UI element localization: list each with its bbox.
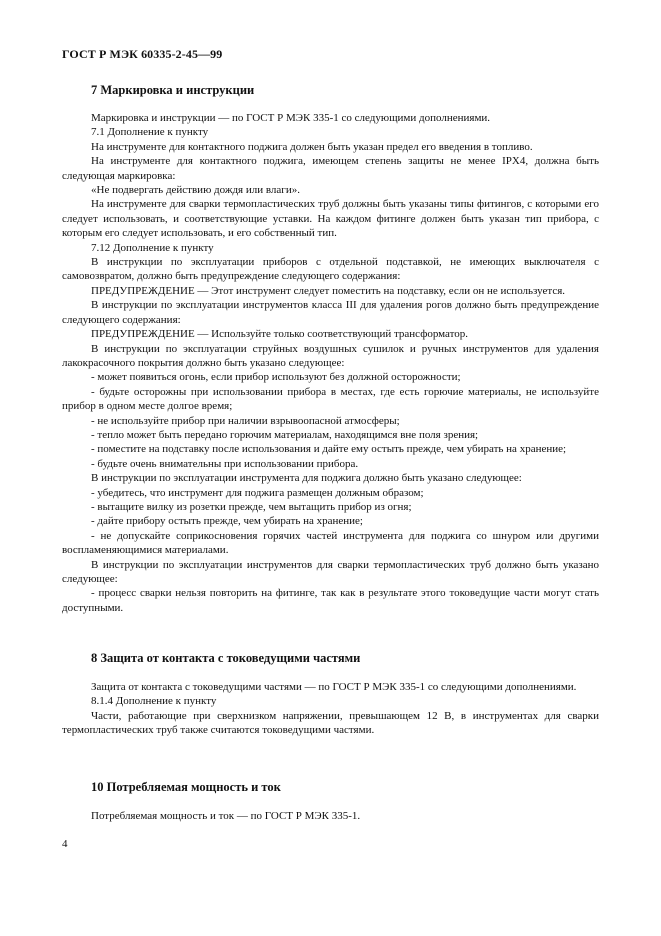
clause-heading: 7.12 Дополнение к пункту — [91, 241, 214, 254]
list-item: - поместите на подставку после использования и дайте ему остыть прежде, чем убирать на хранение; — [91, 443, 567, 456]
list-item: - дайте прибору остыть прежде, чем убирать на хранение; — [91, 515, 363, 528]
paragraph: В инструкции по эксплуатации инструмента для поджига должно быть указано следующее: — [91, 472, 522, 485]
paragraph: В инструкции по эксплуатации инструментов для сварки термопластических труб должно быть указано следующее: — [62, 558, 599, 585]
warning-text: ПРЕДУПРЕЖДЕНИЕ — Этот инструмент следует поместить на подставку, если он не используется. — [91, 284, 566, 297]
section-7-body — [62, 111, 599, 615]
paragraph: Маркировка и инструкции — по ГОСТ Р МЭК 335-1 со следующими дополнениями. — [91, 112, 491, 124]
document-header: ГОСТ Р МЭК 60335-2-45—99 — [62, 47, 223, 61]
section-8-body — [62, 680, 599, 738]
list-item: - тепло может быть передано горючим материалам, находящимся вне поля зрения; — [91, 428, 479, 441]
paragraph: «Не подвергать действию дождя или влаги». — [91, 184, 300, 197]
paragraph: Защита от контакта с токоведущими частями — по ГОСТ Р МЭК 335-1 со следующими дополнениями. — [91, 681, 577, 693]
list-item: - может появиться огонь, если прибор используют без должной осторожности; — [91, 371, 461, 384]
page-number: 4 — [62, 838, 68, 850]
paragraph: В инструкции по эксплуатации приборов с отдельной подставкой, не имеющих выключателя с самовозвратом, должно быть предупреждение следующего содержания: — [62, 256, 599, 283]
paragraph: В инструкции по эксплуатации струйных воздушных сушилок и ручных инструментов для удаления лакокрасочного покрытия должно быть указано следующее: — [62, 342, 599, 369]
list-item: - не допускайте соприкосновения горячих частей инструмента для поджига со шнуром или другими воспламеняющимися материалами. — [62, 529, 599, 557]
section-title-7: 7 Маркировка и инструкции — [91, 83, 255, 97]
section-title-8: 8 Защита от контакта с токоведущими частями — [91, 651, 361, 665]
list-item: - будьте очень внимательны при использовании прибора. — [91, 457, 359, 470]
section-10-body — [62, 809, 599, 823]
list-item: - убедитесь, что инструмент для поджига размещен должным образом; — [91, 486, 424, 499]
warning-text: ПРЕДУПРЕЖДЕНИЕ — Используйте только соответствующий трансформатор. — [91, 328, 469, 341]
paragraph: Части, работающие при сверхнизком напряжении, превышающем 12 В, в инструментах для сварки термопластических труб также считаются токоведущими частями. — [62, 709, 599, 737]
list-item: - вытащите вилку из розетки прежде, чем вытащить прибор из огня; — [91, 500, 412, 513]
list-item: - не используйте прибор при наличии взрывоопасной атмосферы; — [91, 414, 400, 427]
paragraph: Потребляемая мощность и ток — по ГОСТ Р МЭК 335-1. — [91, 810, 361, 822]
list-item: - будьте осторожны при использовании прибора в местах, где есть горючие материалы, не используйте прибор в одном месте долгое время; — [62, 385, 599, 413]
clause-heading: 8.1.4 Дополнение к пункту — [91, 695, 217, 708]
paragraph: В инструкции по эксплуатации инструментов класса III для удаления рогов должно быть предупреждение следующего содержания: — [62, 299, 599, 326]
paragraph: На инструменте для контактного поджига, имеющем степень защиты не менее IPX4, должна быть следующая маркировка: — [62, 155, 599, 182]
list-item: - процесс сварки нельзя повторить на фитинге, так как в результате этого токоведущие части могут стать доступными. — [62, 587, 599, 614]
paragraph: На инструменте для контактного поджига должен быть указан предел его введения в топливо. — [91, 140, 533, 153]
section-title-10: 10 Потребляемая мощность и ток — [91, 780, 281, 794]
paragraph: На инструменте для сварки термопластических труб должны быть указаны типы фитингов, с которыми его следует использовать, и соответствующие уставки. На каждом фитинге должен быть указан тип прибора, с которым его следует использовать, и его собственный тип. — [62, 198, 599, 240]
clause-heading: 7.1 Дополнение к пункту — [91, 126, 209, 139]
